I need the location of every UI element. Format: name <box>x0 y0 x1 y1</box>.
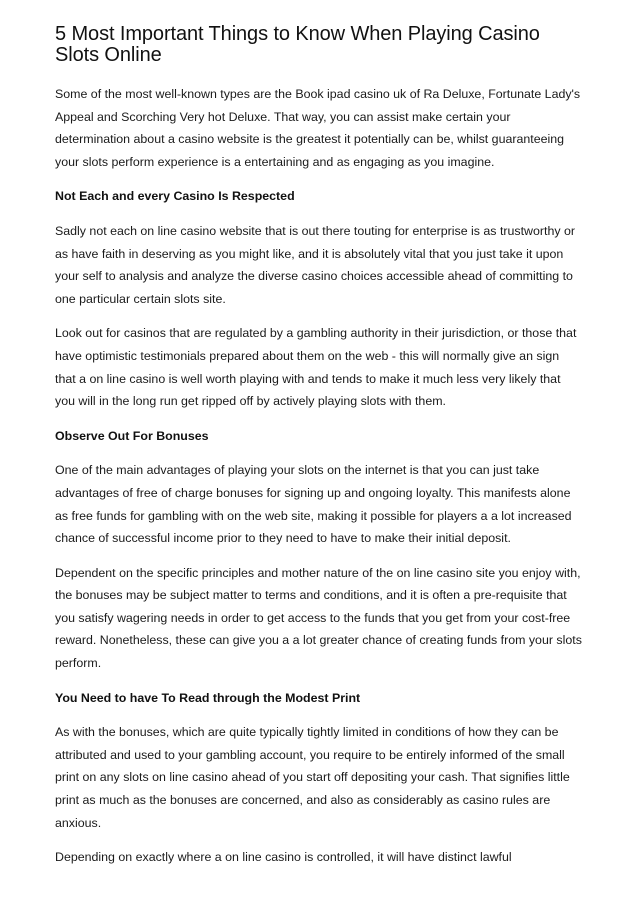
paragraph-lawful: Depending on exactly where a on line casino is controlled, it will have distinct lawful <box>55 850 512 865</box>
section-heading-respected: Not Each and every Casino Is Respected <box>55 189 295 204</box>
section-heading-bonuses: Observe Out For Bonuses <box>55 428 209 443</box>
paragraph-small-print: As with the bonuses, which are quite typically tightly limited in conditions of how they can be attributed and used to your gambling account, you require to be entirely informed of the small print on any slots on line casino ahead of you start off depositing your cash. That signifies little print as much as the bonuses are concerned, and also as considerably as casino rules are anxious. <box>55 725 570 830</box>
paragraph-trustworthy: Sadly not each on line casino website that is out there touting for enterprise is as trustworthy or as have faith in deserving as you might like, and it is absolutely vital that you just take it upon your self to analysis and analyze the diverse casino choices accessible ahead of committing to one particular certain slots site. <box>55 223 575 306</box>
paragraph-terms: Dependent on the specific principles and mother nature of the on line casino site you enjoy with, the bonuses may be subject matter to terms and conditions, and it is often a pre-requisite that you satisfy wagering needs in order to get access to the funds that you get from your cost-free reward. Nonetheless, these can give you a a lot greater chance of creating funds from your slots perform. <box>55 565 582 671</box>
paragraph-intro: Some of the most well-known types are the Book ipad casino uk of Ra Deluxe, Fortunate Lady's Appeal and Scorching Very hot Deluxe. That way, you can assist make certain your determination about a casino website is the greatest it potentially can be, whilst guaranteeing your slots perform experience is a entertaining and as engaging as you imagine. <box>55 87 581 169</box>
document-page <box>55 24 583 881</box>
paragraph-advantages: One of the main advantages of playing your slots on the internet is that you can just take advantages of free of charge bonuses for signing up and ongoing loyalty. This manifests alone as free funds for gambling with on the web site, making it possible for players a a lot increased chance of successful income prior to they need to have to make their initial deposit. <box>55 463 572 546</box>
section-heading-small-print: You Need to have To Read through the Modest Print <box>55 690 361 705</box>
document-title: 5 Most Important Things to Know When Playing Casino Slots Online <box>55 23 540 66</box>
paragraph-regulated: Look out for casinos that are regulated by a gambling authority in their jurisdiction, or those that have optimistic testimonials prepared about them on the web - this will normally give an sign that a on line casino is well worth playing with and tends to make it much less very likely that you will in the long run get ripped off by actively playing slots with them. <box>55 326 577 409</box>
